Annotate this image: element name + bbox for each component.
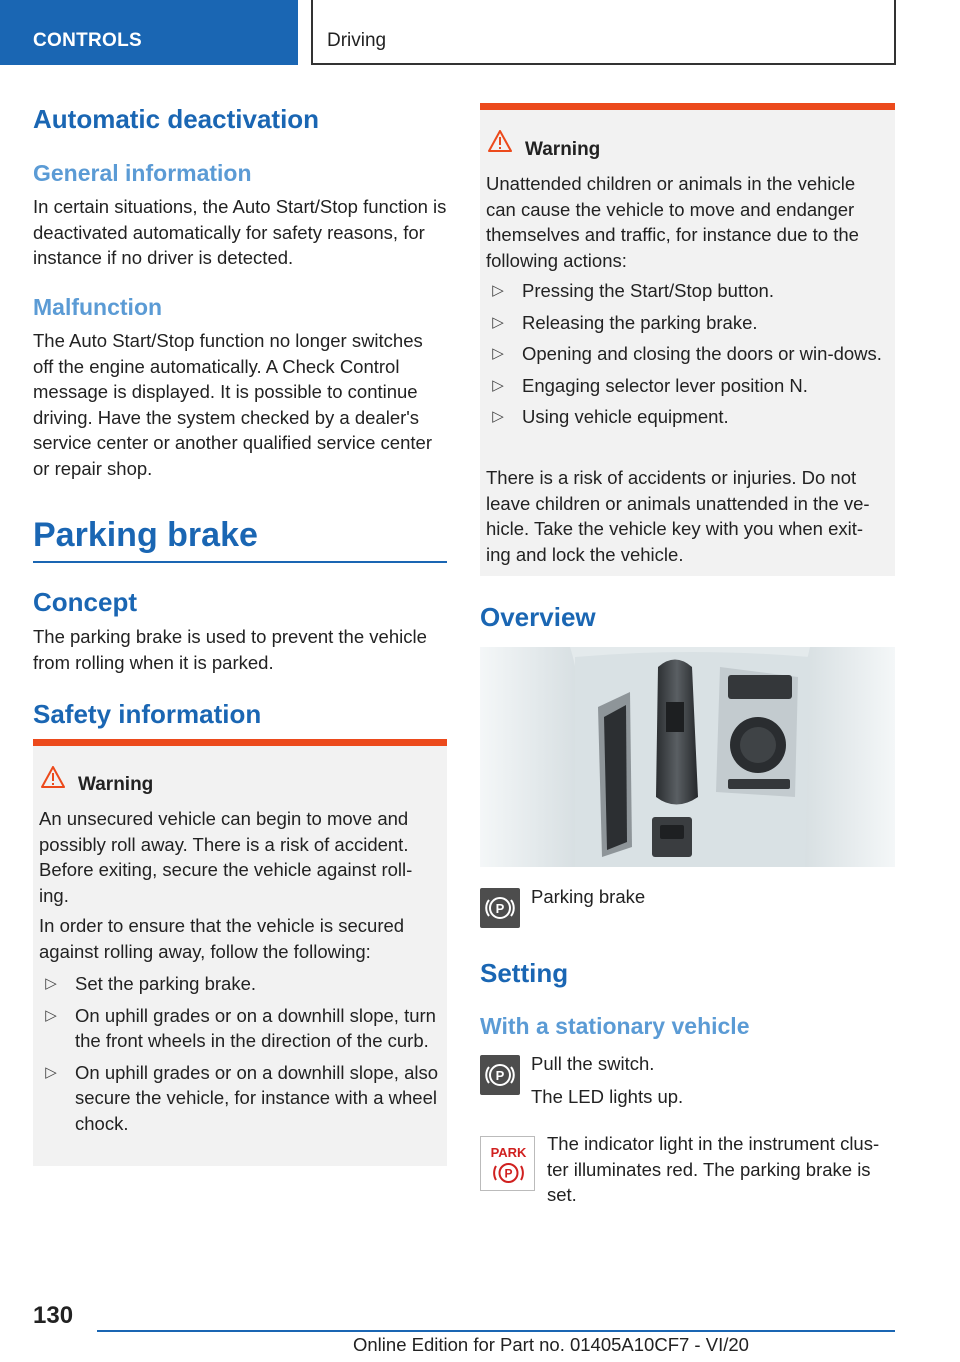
- indicator-light-text: The indicator light in the instrument clus‐ter illuminates red. The parking brake is set.: [547, 1133, 880, 1205]
- center-console-photo: [480, 647, 895, 867]
- triangle-bullet-icon: ▷: [492, 376, 504, 394]
- general-information-text: In certain situations, the Auto Start/Stop function is deactivated automatically for safety reasons, for instance if no driver is detected.: [33, 196, 447, 268]
- section-tab[interactable]: [0, 0, 298, 65]
- setting-heading: Setting: [480, 958, 569, 988]
- led-lights-text: The LED lights up.: [531, 1086, 684, 1107]
- svg-text:P: P: [495, 1068, 505, 1083]
- list-item: ▷ Opening and closing the doors or win‐dows.: [486, 341, 886, 367]
- page-number: 130: [33, 1302, 74, 1329]
- malfunction-text: The Auto Start/Stop function no longer switches off the engine automatically. A Check Control message is displayed. It is possible to continue driving. Have the system checked by a dealer's service center or another qualified service center or repair shop.: [33, 330, 432, 479]
- automatic-deactivation-heading: Automatic deactivation: [33, 104, 320, 134]
- warning-triangle-icon: [488, 130, 512, 152]
- warning-list: [486, 278, 886, 436]
- warning-title: Warning: [525, 139, 601, 160]
- center-console-illustration: [480, 647, 895, 867]
- triangle-bullet-icon: ▷: [492, 345, 504, 362]
- list-item: ▷ Engaging selector lever position N.: [486, 373, 886, 399]
- parking-brake-heading: Parking brake: [33, 516, 258, 554]
- section-divider: [33, 561, 447, 563]
- svg-text:P: P: [495, 901, 505, 916]
- park-indicator-icon: [480, 1136, 535, 1191]
- parking-brake-switch-icon: [480, 888, 520, 928]
- chapter-label: Driving: [327, 30, 387, 51]
- list-item: ▷ On uphill grades or on a downhill slope, also secure the vehicle, for instance with a wheel chock.: [39, 1060, 439, 1137]
- warning-triangle-icon: [41, 766, 65, 788]
- warning-title: Warning: [78, 774, 154, 795]
- warning-paragraph-2: There is a risk of accidents or injuries. Do not leave children or animals unattended in the ve‐hicle. Take the vehicle key with you when exit‐ing and lock the vehicle.: [486, 467, 870, 565]
- svg-text:PARK: PARK: [490, 1145, 527, 1160]
- photo-caption: Parking brake: [531, 886, 646, 907]
- warning-box-right: [480, 103, 895, 576]
- warning-box-left: [33, 739, 447, 1166]
- list-item: ▷ Releasing the parking brake.: [486, 310, 886, 336]
- chapter-tab[interactable]: [311, 0, 896, 65]
- triangle-bullet-icon: ▷: [45, 975, 57, 992]
- safety-information-heading: Safety information: [33, 699, 262, 729]
- footer-divider: [97, 1330, 895, 1332]
- warning-paragraph-2: In order to ensure that the vehicle is secured against rolling away, follow the following:: [39, 915, 405, 962]
- parking-brake-switch-icon: [480, 1055, 520, 1095]
- list-item: ▷ Pressing the Start/Stop button.: [486, 278, 886, 304]
- section-label: CONTROLS: [33, 30, 143, 51]
- svg-text:P: P: [504, 1166, 513, 1181]
- list-item: ▷ Set the parking brake.: [39, 971, 439, 997]
- list-item: ▷ Using vehicle equipment.: [486, 404, 886, 430]
- general-information-heading: General information: [33, 160, 252, 186]
- warning-paragraph-1: An unsecured vehicle can begin to move and possibly roll away. There is a risk of accident. Before exiting, secure the vehicle against roll‐ing.: [39, 808, 413, 906]
- triangle-bullet-icon: ▷: [492, 408, 504, 425]
- malfunction-heading: Malfunction: [33, 294, 163, 320]
- triangle-bullet-icon: ▷: [45, 1063, 57, 1081]
- list-item: ▷ On uphill grades or on a downhill slope, turn the front wheels in the direction of the curb.: [39, 1003, 439, 1054]
- concept-text: The parking brake is used to prevent the vehicle from rolling when it is parked.: [33, 626, 427, 673]
- pull-switch-text: Pull the switch.: [531, 1053, 655, 1074]
- triangle-bullet-icon: ▷: [492, 313, 504, 331]
- stationary-vehicle-heading: With a stationary vehicle: [480, 1013, 750, 1039]
- triangle-bullet-icon: ▷: [492, 282, 504, 299]
- overview-heading: Overview: [480, 602, 596, 632]
- warning-paragraph-1: Unattended children or animals in the vehicle can cause the vehicle to move and endanger themselves and traffic, for instance due to the following actions:: [486, 173, 859, 271]
- warning-list: [39, 971, 439, 1142]
- edition-text: Online Edition for Part no. 01405A10CF7 - VI/20: [353, 1334, 749, 1355]
- concept-heading: Concept: [33, 587, 137, 617]
- triangle-bullet-icon: ▷: [45, 1006, 57, 1024]
